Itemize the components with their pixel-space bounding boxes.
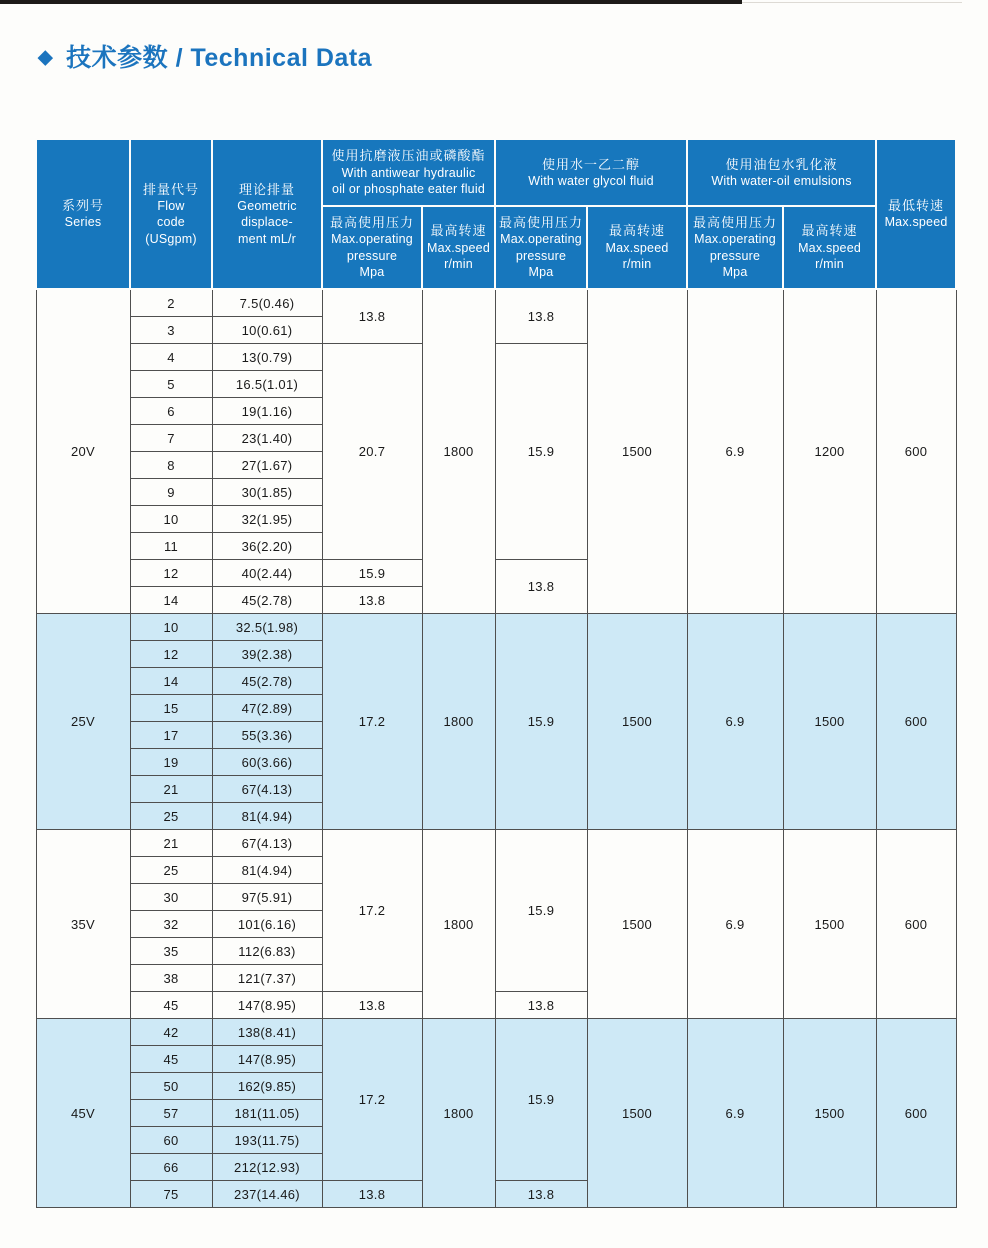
- antiwear-pressure-cell: 20.7: [322, 344, 422, 560]
- col-header-flow-code-line: (USgpm): [145, 231, 197, 246]
- col-header-displacement-line: displace-: [241, 215, 293, 230]
- emulsion-speed-cell: 1500: [783, 1019, 876, 1208]
- technical-data-table: [35, 138, 957, 1208]
- displacement-cell: 138(8.41): [212, 1019, 322, 1046]
- displacement-cell: 193(11.75): [212, 1127, 322, 1154]
- page-top-edge-bar: [0, 0, 742, 4]
- col-header-glycol-group: [495, 139, 687, 206]
- col-subheader-antiwear-pressure-line: Max.operating: [331, 232, 413, 247]
- flow-code-cell: 12: [130, 641, 212, 668]
- col-subheader-glycol-pressure-line: 最高使用压力: [499, 215, 584, 231]
- page-top-edge-line: [742, 2, 962, 3]
- emulsion-pressure-cell: 6.9: [687, 614, 783, 830]
- col-header-min-speed-line: 最低转速: [888, 198, 945, 214]
- flow-code-cell: 75: [130, 1181, 212, 1208]
- col-subheader-glycol-pressure-line: pressure: [515, 248, 567, 263]
- col-header-antiwear-group-line: 使用抗磨液压油或磷酸酯: [331, 148, 486, 164]
- antiwear-pressure-cell: 13.8: [322, 1181, 422, 1208]
- series-cell: 20V: [36, 289, 130, 614]
- displacement-cell: 32(1.95): [212, 506, 322, 533]
- antiwear-pressure-cell: 17.2: [322, 830, 422, 992]
- antiwear-pressure-cell: 17.2: [322, 614, 422, 830]
- col-subheader-antiwear-pressure-line: Mpa: [359, 265, 385, 280]
- displacement-cell: 40(2.44): [212, 560, 322, 587]
- flow-code-cell: 60: [130, 1127, 212, 1154]
- col-subheader-glycol-speed-line: r/min: [622, 257, 652, 272]
- glycol-pressure-cell: 15.9: [495, 830, 587, 992]
- col-subheader-emulsion-speed-line: Max.speed: [798, 240, 862, 255]
- displacement-cell: 10(0.61): [212, 317, 322, 344]
- displacement-cell: 16.5(1.01): [212, 371, 322, 398]
- col-subheader-antiwear-pressure-line: 最高使用压力: [329, 215, 414, 231]
- col-header-glycol-group-line: 使用水一乙二醇: [542, 156, 641, 172]
- table-row: [36, 1019, 956, 1046]
- displacement-cell: 36(2.20): [212, 533, 322, 560]
- glycol-pressure-cell: 15.9: [495, 1019, 587, 1181]
- col-header-min-speed: [876, 139, 956, 289]
- min-speed-cell: 600: [876, 830, 956, 1019]
- antiwear-speed-cell: 1800: [422, 830, 495, 1019]
- min-speed-cell: 600: [876, 1019, 956, 1208]
- col-subheader-emulsion-speed: [783, 206, 876, 289]
- col-subheader-glycol-pressure: [495, 206, 587, 289]
- antiwear-pressure-cell: 13.8: [322, 992, 422, 1019]
- flow-code-cell: 30: [130, 884, 212, 911]
- flow-code-cell: 35: [130, 938, 212, 965]
- flow-code-cell: 19: [130, 749, 212, 776]
- displacement-cell: 121(7.37): [212, 965, 322, 992]
- displacement-cell: 13(0.79): [212, 344, 322, 371]
- displacement-cell: 67(4.13): [212, 830, 322, 857]
- emulsion-speed-cell: 1500: [783, 830, 876, 1019]
- flow-code-cell: 45: [130, 1046, 212, 1073]
- flow-code-cell: 9: [130, 479, 212, 506]
- antiwear-speed-cell: 1800: [422, 289, 495, 614]
- flow-code-cell: 5: [130, 371, 212, 398]
- glycol-speed-cell: 1500: [587, 289, 687, 614]
- col-subheader-glycol-pressure-line: Max.operating: [500, 232, 582, 247]
- col-header-min-speed-line: Max.speed: [884, 215, 948, 230]
- col-header-flow-code-line: code: [157, 215, 185, 230]
- header-row-groups: [36, 139, 956, 206]
- antiwear-pressure-cell: 13.8: [322, 289, 422, 344]
- displacement-cell: 7.5(0.46): [212, 289, 322, 317]
- displacement-cell: 19(1.16): [212, 398, 322, 425]
- series-cell: 45V: [36, 1019, 130, 1208]
- flow-code-cell: 50: [130, 1073, 212, 1100]
- displacement-cell: 23(1.40): [212, 425, 322, 452]
- flow-code-cell: 42: [130, 1019, 212, 1046]
- page-title: [38, 38, 372, 74]
- flow-code-cell: 57: [130, 1100, 212, 1127]
- col-header-series-line: Series: [64, 215, 102, 230]
- antiwear-speed-cell: 1800: [422, 614, 495, 830]
- displacement-cell: 60(3.66): [212, 749, 322, 776]
- glycol-pressure-cell: 13.8: [495, 1181, 587, 1208]
- flow-code-cell: 14: [130, 668, 212, 695]
- displacement-cell: 97(5.91): [212, 884, 322, 911]
- displacement-cell: 147(8.95): [212, 1046, 322, 1073]
- col-subheader-emulsion-pressure-line: 最高使用压力: [693, 215, 778, 231]
- diamond-icon: ◆: [38, 46, 54, 68]
- displacement-cell: 45(2.78): [212, 668, 322, 695]
- col-subheader-antiwear-speed-line: Max.speed: [427, 240, 490, 255]
- col-subheader-emulsion-speed-line: r/min: [815, 257, 844, 272]
- glycol-pressure-cell: 13.8: [495, 992, 587, 1019]
- flow-code-cell: 15: [130, 695, 212, 722]
- flow-code-cell: 12: [130, 560, 212, 587]
- displacement-cell: 81(4.94): [212, 803, 322, 830]
- page-title-text: 技术参数 / Technical Data: [66, 44, 373, 72]
- displacement-cell: 147(8.95): [212, 992, 322, 1019]
- emulsion-speed-cell: 1500: [783, 614, 876, 830]
- emulsion-pressure-cell: 6.9: [687, 830, 783, 1019]
- flow-code-cell: 3: [130, 317, 212, 344]
- col-subheader-glycol-speed-line: Max.speed: [605, 240, 669, 255]
- flow-code-cell: 2: [130, 289, 212, 317]
- col-header-emulsion-group-line: 使用油包水乳化液: [725, 156, 838, 172]
- flow-code-cell: 38: [130, 965, 212, 992]
- col-subheader-antiwear-pressure: [322, 206, 422, 289]
- flow-code-cell: 7: [130, 425, 212, 452]
- glycol-pressure-cell: 15.9: [495, 344, 587, 560]
- col-header-series-line: 系列号: [61, 198, 104, 214]
- table-row: [36, 614, 956, 641]
- col-subheader-emulsion-speed-line: 最高转速: [801, 223, 858, 239]
- col-header-flow-code-line: 排量代号: [142, 181, 199, 197]
- flow-code-cell: 25: [130, 803, 212, 830]
- col-header-antiwear-group: [322, 139, 495, 206]
- col-subheader-antiwear-pressure-line: pressure: [346, 248, 398, 263]
- glycol-speed-cell: 1500: [587, 614, 687, 830]
- col-subheader-antiwear-speed-line: 最高转速: [430, 223, 487, 239]
- flow-code-cell: 4: [130, 344, 212, 371]
- col-subheader-emulsion-pressure: [687, 206, 783, 289]
- flow-code-cell: 66: [130, 1154, 212, 1181]
- series-cell: 25V: [36, 614, 130, 830]
- flow-code-cell: 8: [130, 452, 212, 479]
- flow-code-cell: 11: [130, 533, 212, 560]
- flow-code-cell: 25: [130, 857, 212, 884]
- displacement-cell: 55(3.36): [212, 722, 322, 749]
- col-header-displacement: [212, 139, 322, 289]
- glycol-pressure-cell: 15.9: [495, 614, 587, 830]
- displacement-cell: 27(1.67): [212, 452, 322, 479]
- antiwear-pressure-cell: 13.8: [322, 587, 422, 614]
- col-subheader-emulsion-pressure-line: Max.operating: [694, 232, 776, 247]
- flow-code-cell: 45: [130, 992, 212, 1019]
- flow-code-cell: 14: [130, 587, 212, 614]
- col-header-antiwear-group-line: oil or phosphate eater fluid: [332, 182, 485, 197]
- col-subheader-emulsion-pressure-line: Mpa: [722, 265, 748, 280]
- displacement-cell: 67(4.13): [212, 776, 322, 803]
- min-speed-cell: 600: [876, 289, 956, 614]
- col-header-displacement-line: 理论排量: [238, 181, 295, 197]
- emulsion-pressure-cell: 6.9: [687, 1019, 783, 1208]
- displacement-cell: 81(4.94): [212, 857, 322, 884]
- antiwear-pressure-cell: 17.2: [322, 1019, 422, 1181]
- displacement-cell: 237(14.46): [212, 1181, 322, 1208]
- glycol-speed-cell: 1500: [587, 830, 687, 1019]
- displacement-cell: 112(6.83): [212, 938, 322, 965]
- glycol-pressure-cell: 13.8: [495, 289, 587, 344]
- flow-code-cell: 21: [130, 776, 212, 803]
- emulsion-pressure-cell: 6.9: [687, 289, 783, 614]
- col-header-antiwear-group-line: With antiwear hydraulic: [341, 165, 476, 180]
- table-row: [36, 830, 956, 857]
- glycol-speed-cell: 1500: [587, 1019, 687, 1208]
- flow-code-cell: 10: [130, 614, 212, 641]
- flow-code-cell: 32: [130, 911, 212, 938]
- col-header-displacement-line: ment mL/r: [237, 231, 297, 246]
- col-header-flow-code: [130, 139, 212, 289]
- table-head: [36, 139, 956, 289]
- col-header-flow-code-line: Flow: [157, 198, 185, 213]
- displacement-cell: 181(11.05): [212, 1100, 322, 1127]
- flow-code-cell: 10: [130, 506, 212, 533]
- col-header-emulsion-group: [687, 139, 876, 206]
- table-body: [36, 289, 956, 1208]
- col-header-displacement-line: Geometric: [237, 198, 297, 213]
- displacement-cell: 162(9.85): [212, 1073, 322, 1100]
- displacement-cell: 32.5(1.98): [212, 614, 322, 641]
- displacement-cell: 212(12.93): [212, 1154, 322, 1181]
- displacement-cell: 39(2.38): [212, 641, 322, 668]
- flow-code-cell: 17: [130, 722, 212, 749]
- table-row: [36, 289, 956, 317]
- col-subheader-glycol-speed-line: 最高转速: [609, 223, 666, 239]
- col-header-series: [36, 139, 130, 289]
- displacement-cell: 47(2.89): [212, 695, 322, 722]
- emulsion-speed-cell: 1200: [783, 289, 876, 614]
- col-subheader-antiwear-speed-line: r/min: [444, 257, 473, 272]
- antiwear-pressure-cell: 15.9: [322, 560, 422, 587]
- col-header-glycol-group-line: With water glycol fluid: [528, 173, 654, 188]
- series-cell: 35V: [36, 830, 130, 1019]
- min-speed-cell: 600: [876, 614, 956, 830]
- displacement-cell: 30(1.85): [212, 479, 322, 506]
- flow-code-cell: 6: [130, 398, 212, 425]
- displacement-cell: 101(6.16): [212, 911, 322, 938]
- antiwear-speed-cell: 1800: [422, 1019, 495, 1208]
- col-subheader-glycol-pressure-line: Mpa: [528, 265, 554, 280]
- flow-code-cell: 21: [130, 830, 212, 857]
- glycol-pressure-cell: 13.8: [495, 560, 587, 614]
- col-subheader-emulsion-pressure-line: pressure: [709, 248, 761, 263]
- col-subheader-antiwear-speed: [422, 206, 495, 289]
- col-header-emulsion-group-line: With water-oil emulsions: [711, 173, 852, 188]
- displacement-cell: 45(2.78): [212, 587, 322, 614]
- col-subheader-glycol-speed: [587, 206, 687, 289]
- technical-data-table-wrap: [35, 138, 957, 1208]
